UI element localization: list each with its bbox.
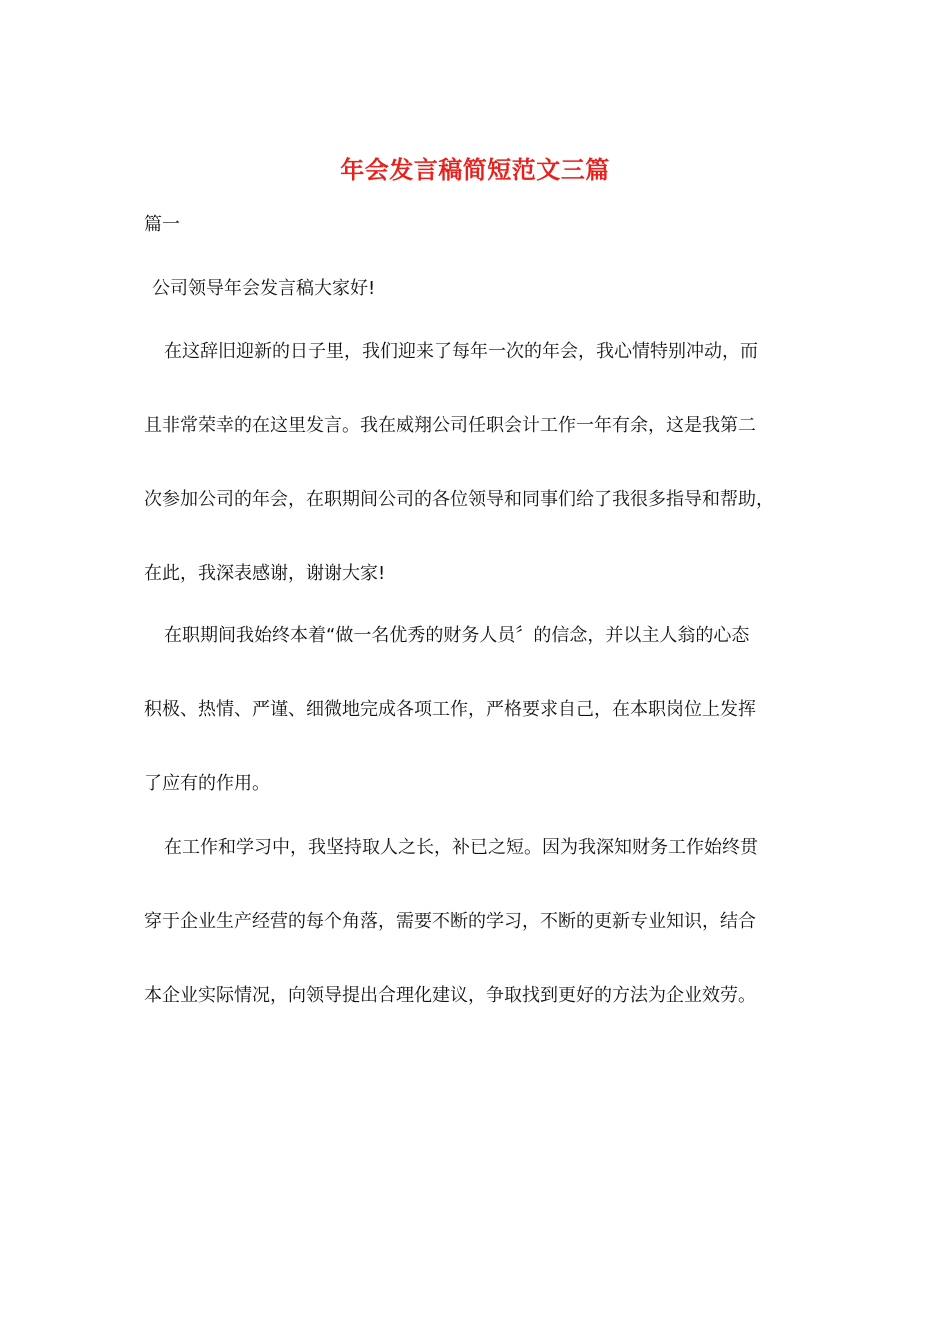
paragraph-line: 在此，我深表感谢，谢谢大家! <box>144 563 386 584</box>
paragraph-line: 了应有的作用。 <box>144 773 270 794</box>
paragraph-3 <box>144 834 814 1056</box>
paragraph-line: 在工作和学习中，我坚持取人之长，补已之短。因为我深知财务工作始终贯 <box>164 837 758 858</box>
document-title: 年会发言稿简短范文三篇 <box>340 155 610 184</box>
paragraph-2 <box>144 622 814 844</box>
paragraph-line: 在职期间我始终本着“做一名优秀的财务人员〞的信念，并以主人翁的心态 <box>164 625 750 646</box>
paragraph-line: 次参加公司的年会，在职期间公司的各位领导和同事们给了我很多指导和帮助， <box>144 489 774 510</box>
paragraph-line: 积极、热情、严谨、细微地完成各项工作，严格要求自己，在本职岗位上发挥 <box>144 699 756 720</box>
paragraph-line: 本企业实际情况，向领导提出合理化建议，争取找到更好的方法为企业效劳。 <box>144 985 756 1006</box>
paragraph-line: 且非常荣幸的在这里发言。我在威翔公司任职会计工作一年有余，这是我第二 <box>144 415 756 436</box>
paragraph-1 <box>144 338 814 634</box>
paragraph-line: 穿于企业生产经营的每个角落，需要不断的学习，不断的更新专业知识，结合 <box>144 911 756 932</box>
paragraph-line: 在这辞旧迎新的日子里，我们迎来了每年一次的年会，我心情特别冲动，而 <box>164 341 758 362</box>
greeting-line: 公司领导年会发言稿大家好! <box>152 278 376 299</box>
section-label: 篇一 <box>144 214 180 235</box>
